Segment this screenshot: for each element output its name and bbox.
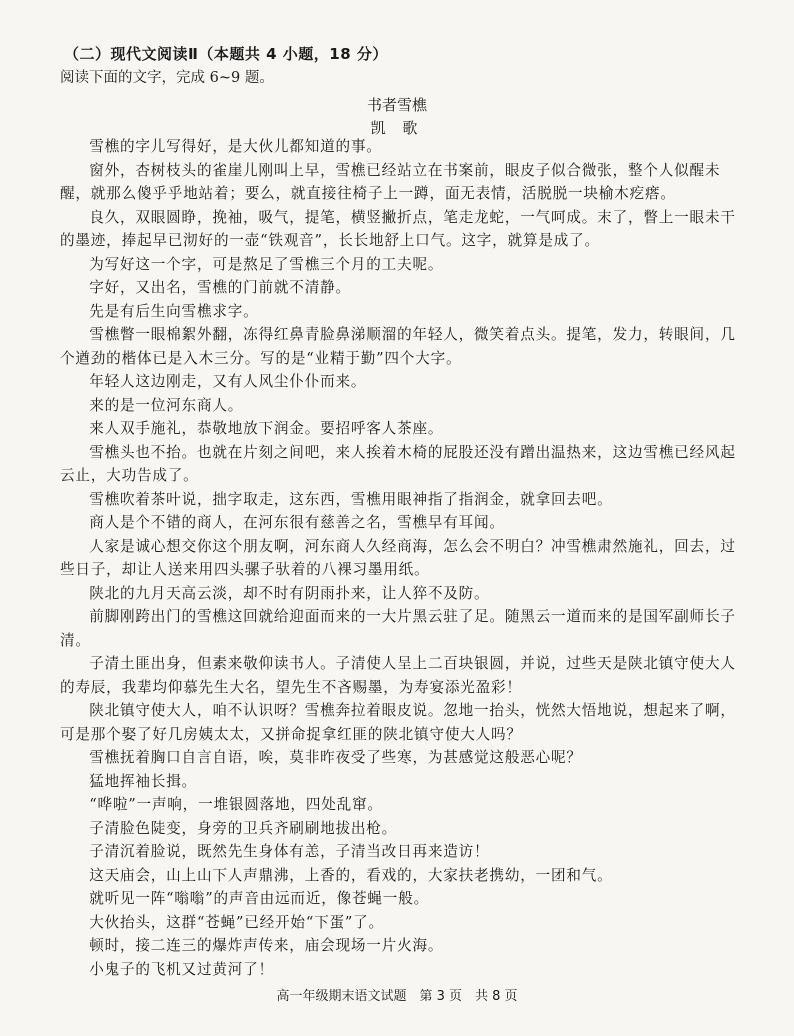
paragraph: 来的是一位河东商人。 [89,396,244,414]
paragraph: 这天庙会，山上山下人声鼎沸，上香的，看戏的，大家扶老携幼，一团和气。 [89,866,613,884]
article-body [60,135,742,981]
instruction-text: 阅读下面的文字，完成 6~9 题。 [60,70,274,86]
paragraph: 雪樵吹着茶叶说，拙字取走，这东西，雪樵用眼神指了指润金，就拿回去吧。 [89,490,613,508]
paragraph: 雪樵瞥一眼棉絮外翻，冻得红鼻青脸鼻涕顺溜的年轻人，微笑着点头。提笔，发力，转眼间，几个遒劲的楷体已是入木三分。写的是“业精于勤”四个大字。 [60,326,736,367]
paragraph: 陕北镇守使大人，咱不认识呀？雪樵奔拉着眼皮说。忽地一抬头，恍然大悟地说，想起来了啊，可是那个娶了好几房姨太太，又拼命捉拿红匪的陕北镇守使大人吗？ [60,702,736,743]
paragraph: 雪樵抚着胸口自言自语，唉，莫非昨夜受了些寒，为甚感觉这般恶心呢？ [89,749,582,766]
paragraph: 雪樵的字儿写得好，是大伙儿都知道的事。 [89,138,382,155]
paragraph: 字好，又出名，雪樵的门前就不清静。 [89,279,351,296]
article-author: 凯 歌 [370,119,424,137]
page-footer: 高一年级期末语文试题 第 3 页 共 8 页 [276,989,518,1004]
paragraph: 子清沉着脸说，既然先生身体有恙，子清当改日再来造访！ [89,843,490,860]
paragraph: 小鬼子的飞机又过黄河了！ [89,960,274,978]
article-title: 书者雪樵 [366,96,427,114]
paragraph: 年轻人这边刚走，又有人风尘仆仆而来。 [89,373,367,390]
paragraph: 就听见一阵“嗡嗡”的声音由远而近，像苍蝇一般。 [89,890,429,907]
paragraph: 雪樵头也不抬。也就在片刻之间吧，来人挨着木椅的屁股还没有蹭出温热来，这边雪樵已经风起云止，大功告成了。 [60,443,736,484]
paragraph: 商人是个不错的商人，在河东很有慈善之名，雪樵早有耳闻。 [89,514,505,531]
paragraph: 来人双手施礼，恭敬地放下润金。要招呼客人茶座。 [89,420,444,437]
paragraph: 子清土匪出身，但素来敬仰读书人。子清使人呈上二百块银圆，并说，过些天是陕北镇守使大人的寿辰，我辈均仰慕先生大名，望先生不吝赐墨，为寿宴添光盈彩！ [60,655,736,696]
paragraph: 猛地挥袖长揖。 [89,772,197,790]
paragraph: 良久，双眼圆睁，挽袖，吸气，提笔，横竖撇折点，笔走龙蛇，一气呵成。末了，瞥上一眼未干的墨迹，捧起早已沏好的一壶“铁观音”，长长地舒上口气。这字，就算是成了。 [60,208,736,249]
paragraph: 窗外，杏树枝头的雀崖儿刚叫上早，雪樵已经站立在书案前，眼皮子似合微张，整个人似醒未醒，就那么傻乎乎地站着；要么，就直接往椅子上一蹲，面无表情，活脱脱一块榆木疙瘩。 [60,161,721,202]
paragraph: 大伙抬头，这群“苍蝇”已经开始“下蛋”了。 [89,913,384,931]
paragraph: 先是有后生向雪樵求字。 [89,302,259,320]
paragraph: 人家是诚心想交你这个朋友啊，河东商人久经商海，怎么会不明白？冲雪樵肃然施礼，回去，过些日子，却让人送来用四头骡子驮着的八裸习墨用纸。 [60,537,736,578]
paragraph: “哗啦”一声响，一堆银圆落地，四处乱窜。 [89,796,383,813]
paragraph: 子清脸色陡变，身旁的卫兵齐刷刷地拔出枪。 [89,819,398,837]
paragraph: 为写好这一个字，可是熬足了雪樵三个月的工夫呢。 [89,255,444,273]
paragraph: 陕北的九月天高云淡，却不时有阴雨扑来，让人猝不及防。 [89,584,490,602]
section-title: （二）现代文阅读Ⅱ（本题共 4 小题，18 分） [64,45,388,63]
paragraph: 前脚刚跨出门的雪樵这回就给迎面而来的一大片黑云驻了足。随黑云一道而来的是国军副师长子清。 [60,608,736,649]
paragraph: 顿时，接二连三的爆炸声传来，庙会现场一片火海。 [89,937,444,954]
